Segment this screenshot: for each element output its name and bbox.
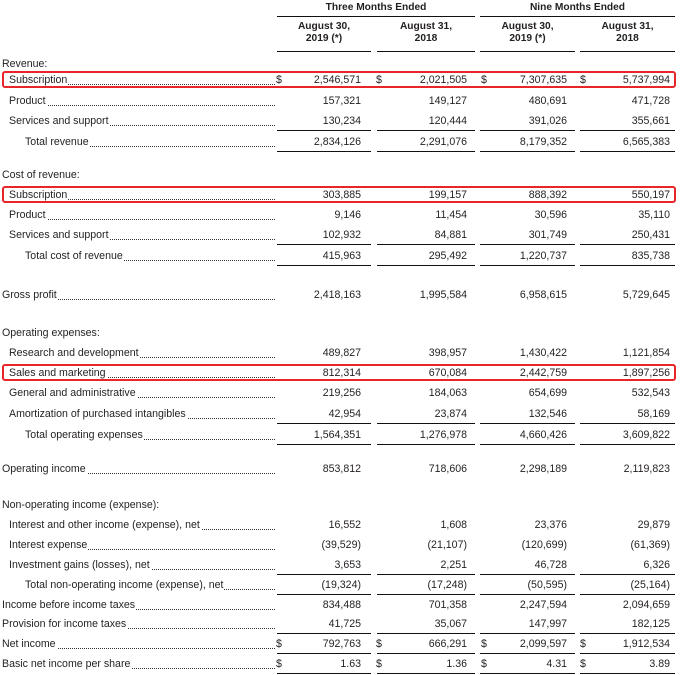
- row-label-text: Product: [9, 95, 46, 107]
- rule-line: [377, 244, 475, 245]
- rule-line: [377, 444, 475, 445]
- row-label: [9, 363, 275, 383]
- column-header-line1: August 31,: [399, 21, 453, 32]
- value-cell: 1,564,351: [313, 429, 361, 441]
- table-row: [0, 285, 682, 305]
- row-label-text: Total revenue: [25, 136, 89, 148]
- value-cell: 835,738: [631, 250, 670, 262]
- value-cell: 132,546: [528, 408, 567, 420]
- rule-line: [580, 130, 675, 131]
- rule-line: [480, 244, 575, 245]
- table-row: [0, 614, 682, 634]
- value-cell: 2,291,076: [419, 136, 467, 148]
- currency-symbol: $: [580, 638, 586, 650]
- rule-line: [377, 151, 475, 152]
- table-row: [0, 70, 682, 90]
- value-cell: 5,729,645: [622, 289, 670, 301]
- table-row: [0, 425, 682, 445]
- row-label-text: Services and support: [9, 229, 109, 241]
- value-cell: (21,107): [427, 539, 467, 551]
- value-cell: 853,812: [322, 463, 361, 475]
- table-row: [0, 634, 682, 654]
- value-cell: 2,247,594: [519, 599, 567, 611]
- rule-line: [580, 673, 675, 674]
- value-cell: 489,827: [322, 347, 361, 359]
- section-title-label: Non-operating income (expense):: [2, 499, 160, 511]
- value-cell: 1,995,584: [419, 289, 467, 301]
- row-label: [2, 654, 275, 674]
- value-cell: (50,595): [527, 579, 567, 591]
- table-row: [0, 111, 682, 131]
- value-cell: 532,543: [631, 387, 670, 399]
- value-cell: 718,606: [428, 463, 467, 475]
- value-cell: 7,307,635: [519, 74, 567, 86]
- row-label-text: Services and support: [9, 115, 109, 127]
- column-header-line2: 2019 (*): [305, 33, 343, 44]
- rule-line: [277, 151, 371, 152]
- row-label: [2, 285, 275, 305]
- value-cell: 2,021,505: [419, 74, 467, 86]
- rule-line: [480, 265, 575, 266]
- row-label-text: Gross profit: [2, 289, 57, 301]
- value-cell: 1,220,737: [519, 250, 567, 262]
- rule-line: [480, 423, 575, 424]
- value-cell: 550,197: [631, 189, 670, 201]
- row-label-text: Total operating expenses: [25, 429, 143, 441]
- value-cell: 391,026: [528, 115, 567, 127]
- value-cell: 4.31: [546, 658, 567, 670]
- value-cell: (120,699): [521, 539, 567, 551]
- table-row: [0, 595, 682, 615]
- row-label: [2, 634, 275, 654]
- value-cell: 812,314: [322, 367, 361, 379]
- value-cell: 480,691: [528, 95, 567, 107]
- value-cell: 120,444: [428, 115, 467, 127]
- rule-line: [480, 673, 575, 674]
- value-cell: 184,063: [428, 387, 467, 399]
- column-header-q-2019: [277, 21, 371, 52]
- table-row: [0, 363, 682, 383]
- value-cell: 42,954: [328, 408, 361, 420]
- column-header-line1: August 30,: [297, 21, 351, 32]
- value-cell: (25,164): [630, 579, 670, 591]
- row-label-text: Total cost of revenue: [25, 250, 123, 262]
- value-cell: 30,596: [534, 209, 567, 221]
- table-row: [0, 555, 682, 575]
- column-header-9m-2019: [480, 21, 575, 52]
- row-label-text: Total non-operating income (expense), net: [25, 579, 224, 591]
- currency-symbol: $: [376, 74, 382, 86]
- value-cell: 182,125: [631, 618, 670, 630]
- value-cell: 2,094,659: [622, 599, 670, 611]
- value-cell: 4,660,426: [519, 429, 567, 441]
- currency-symbol: $: [276, 638, 282, 650]
- value-cell: 355,661: [631, 115, 670, 127]
- table-row: [0, 91, 682, 111]
- value-cell: 301,749: [528, 229, 567, 241]
- value-cell: 23,874: [434, 408, 467, 420]
- value-cell: 6,326: [643, 559, 670, 571]
- table-row: [0, 654, 682, 674]
- row-label-text: Basic net income per share: [2, 658, 131, 670]
- column-header-line1: August 31,: [601, 21, 654, 32]
- value-cell: 792,763: [322, 638, 361, 650]
- value-cell: 1.63: [340, 658, 361, 670]
- table-row: [0, 575, 682, 595]
- value-cell: 5,737,994: [622, 74, 670, 86]
- row-label: [2, 595, 275, 615]
- row-label: [9, 91, 275, 111]
- column-header-line2: 2018: [414, 33, 438, 44]
- value-cell: 1,430,422: [519, 347, 567, 359]
- row-label-text: Interest expense: [9, 539, 88, 551]
- column-header-line2: 2018: [616, 33, 639, 44]
- row-label-text: Subscription: [9, 74, 68, 86]
- value-cell: 58,169: [637, 408, 670, 420]
- value-cell: 2,099,597: [519, 638, 567, 650]
- currency-symbol: $: [481, 74, 487, 86]
- table-row: [0, 535, 682, 555]
- rule-line: [580, 444, 675, 445]
- table-row: [0, 459, 682, 479]
- value-cell: 3.89: [649, 658, 670, 670]
- value-cell: 1.36: [446, 658, 467, 670]
- row-label: [9, 343, 275, 363]
- value-cell: 834,488: [322, 599, 361, 611]
- row-label: [25, 132, 275, 152]
- rule-line: [277, 130, 371, 131]
- currency-symbol: $: [481, 638, 487, 650]
- row-label: [9, 70, 275, 90]
- row-label-text: Investment gains (losses), net: [9, 559, 150, 571]
- row-label: [2, 459, 275, 479]
- currency-symbol: $: [276, 658, 282, 670]
- value-cell: 398,957: [428, 347, 467, 359]
- column-header-q-2018: [377, 21, 475, 52]
- value-cell: 1,897,256: [622, 367, 670, 379]
- table-row: [0, 246, 682, 266]
- value-cell: 35,110: [638, 209, 670, 221]
- value-cell: 701,358: [428, 599, 467, 611]
- value-cell: 102,932: [322, 229, 361, 241]
- value-cell: (39,529): [321, 539, 361, 551]
- section-title-label: Cost of revenue:: [2, 169, 80, 181]
- value-cell: 471,728: [631, 95, 670, 107]
- rule-line: [277, 244, 371, 245]
- row-label: [9, 185, 275, 205]
- rule-line: [377, 130, 475, 131]
- section-title-label: Operating expenses:: [2, 327, 100, 339]
- column-header-line1: August 30,: [501, 21, 554, 32]
- value-cell: 415,963: [322, 250, 361, 262]
- rule-line: [277, 673, 371, 674]
- table-row: [0, 515, 682, 535]
- value-cell: 1,121,854: [622, 347, 670, 359]
- table-row: [0, 343, 682, 363]
- value-cell: 2,119,823: [623, 463, 670, 475]
- section-title-label: Revenue:: [2, 58, 48, 70]
- row-label-text: Amortization of purchased intangibles: [9, 408, 186, 420]
- rule-line: [480, 444, 575, 445]
- rule-line: [580, 265, 675, 266]
- value-cell: 9,146: [334, 209, 361, 221]
- row-label-text: Net income: [2, 638, 56, 650]
- value-cell: 2,834,126: [313, 136, 361, 148]
- value-cell: 8,179,352: [519, 136, 567, 148]
- value-cell: 6,565,383: [622, 136, 670, 148]
- value-cell: 3,653: [334, 559, 361, 571]
- value-cell: 130,234: [322, 115, 361, 127]
- row-label-text: General and administrative: [9, 387, 136, 399]
- section-title: [0, 495, 682, 515]
- row-label-text: Provision for income taxes: [2, 618, 127, 630]
- currency-symbol: $: [580, 658, 586, 670]
- rule-line: [277, 444, 371, 445]
- table-row: [0, 205, 682, 225]
- value-cell: 23,376: [534, 519, 567, 531]
- table-row: [0, 225, 682, 245]
- column-header-9m-2018: [580, 21, 675, 52]
- value-cell: 157,321: [322, 95, 361, 107]
- row-label: [25, 425, 275, 445]
- value-cell: 2,251: [440, 559, 467, 571]
- value-cell: 888,392: [528, 189, 567, 201]
- table-row: [0, 404, 682, 424]
- value-cell: 16,552: [328, 519, 361, 531]
- row-label: [9, 225, 275, 245]
- rule-line: [580, 423, 675, 424]
- value-cell: 2,298,189: [519, 463, 567, 475]
- value-cell: 295,492: [428, 250, 467, 262]
- value-cell: 670,084: [428, 367, 467, 379]
- value-cell: 1,608: [440, 519, 467, 531]
- header-three-months: Three Months Ended: [277, 2, 475, 17]
- rule-line: [377, 265, 475, 266]
- currency-symbol: $: [481, 658, 487, 670]
- value-cell: 2,442,759: [519, 367, 567, 379]
- row-label: [9, 555, 275, 575]
- row-label-text: Interest and other income (expense), net: [9, 519, 200, 531]
- row-label: [9, 383, 275, 403]
- value-cell: 6,958,615: [519, 289, 567, 301]
- row-label-text: Product: [9, 209, 46, 221]
- value-cell: 46,728: [534, 559, 567, 571]
- value-cell: 654,699: [528, 387, 567, 399]
- row-label: [25, 246, 275, 266]
- value-cell: 1,276,978: [419, 429, 467, 441]
- row-label: [9, 111, 275, 131]
- rule-line: [277, 265, 371, 266]
- value-cell: 149,127: [428, 95, 467, 107]
- row-label: [9, 205, 275, 225]
- value-cell: 199,157: [428, 189, 467, 201]
- value-cell: 1,912,534: [622, 638, 670, 650]
- row-label-text: Sales and marketing: [9, 367, 106, 379]
- value-cell: 147,997: [528, 618, 567, 630]
- value-cell: 35,067: [434, 618, 467, 630]
- row-label-text: Operating income: [2, 463, 86, 475]
- value-cell: (17,248): [427, 579, 467, 591]
- section-title: [0, 323, 682, 343]
- column-header-line2: 2019 (*): [509, 33, 546, 44]
- row-label-text: Research and development: [9, 347, 139, 359]
- value-cell: 303,885: [322, 189, 361, 201]
- rule-line: [377, 673, 475, 674]
- rule-line: [580, 244, 675, 245]
- value-cell: (61,369): [630, 539, 670, 551]
- rule-line: [480, 151, 575, 152]
- table-row: [0, 383, 682, 403]
- rule-line: [277, 423, 371, 424]
- row-label: [2, 614, 275, 634]
- section-title: [0, 165, 682, 185]
- value-cell: (19,324): [321, 579, 361, 591]
- row-label: [9, 404, 275, 424]
- table-row: [0, 185, 682, 205]
- row-label: [25, 575, 275, 595]
- value-cell: 666,291: [428, 638, 467, 650]
- currency-symbol: $: [276, 74, 282, 86]
- row-label-text: Subscription: [9, 189, 68, 201]
- value-cell: 3,609,822: [622, 429, 670, 441]
- value-cell: 219,256: [322, 387, 361, 399]
- value-cell: 41,725: [328, 618, 361, 630]
- header-nine-months: Nine Months Ended: [480, 2, 675, 17]
- rule-line: [377, 423, 475, 424]
- row-label-text: Income before income taxes: [2, 599, 136, 611]
- value-cell: 2,546,571: [313, 74, 361, 86]
- value-cell: 2,418,163: [313, 289, 361, 301]
- value-cell: 84,881: [434, 229, 467, 241]
- rule-line: [580, 151, 675, 152]
- currency-symbol: $: [376, 638, 382, 650]
- rule-line: [480, 130, 575, 131]
- row-label: [9, 535, 275, 555]
- currency-symbol: $: [376, 658, 382, 670]
- value-cell: 11,454: [435, 209, 467, 221]
- row-label: [9, 515, 275, 535]
- value-cell: 29,879: [637, 519, 670, 531]
- currency-symbol: $: [580, 74, 586, 86]
- table-row: [0, 132, 682, 152]
- value-cell: 250,431: [631, 229, 670, 241]
